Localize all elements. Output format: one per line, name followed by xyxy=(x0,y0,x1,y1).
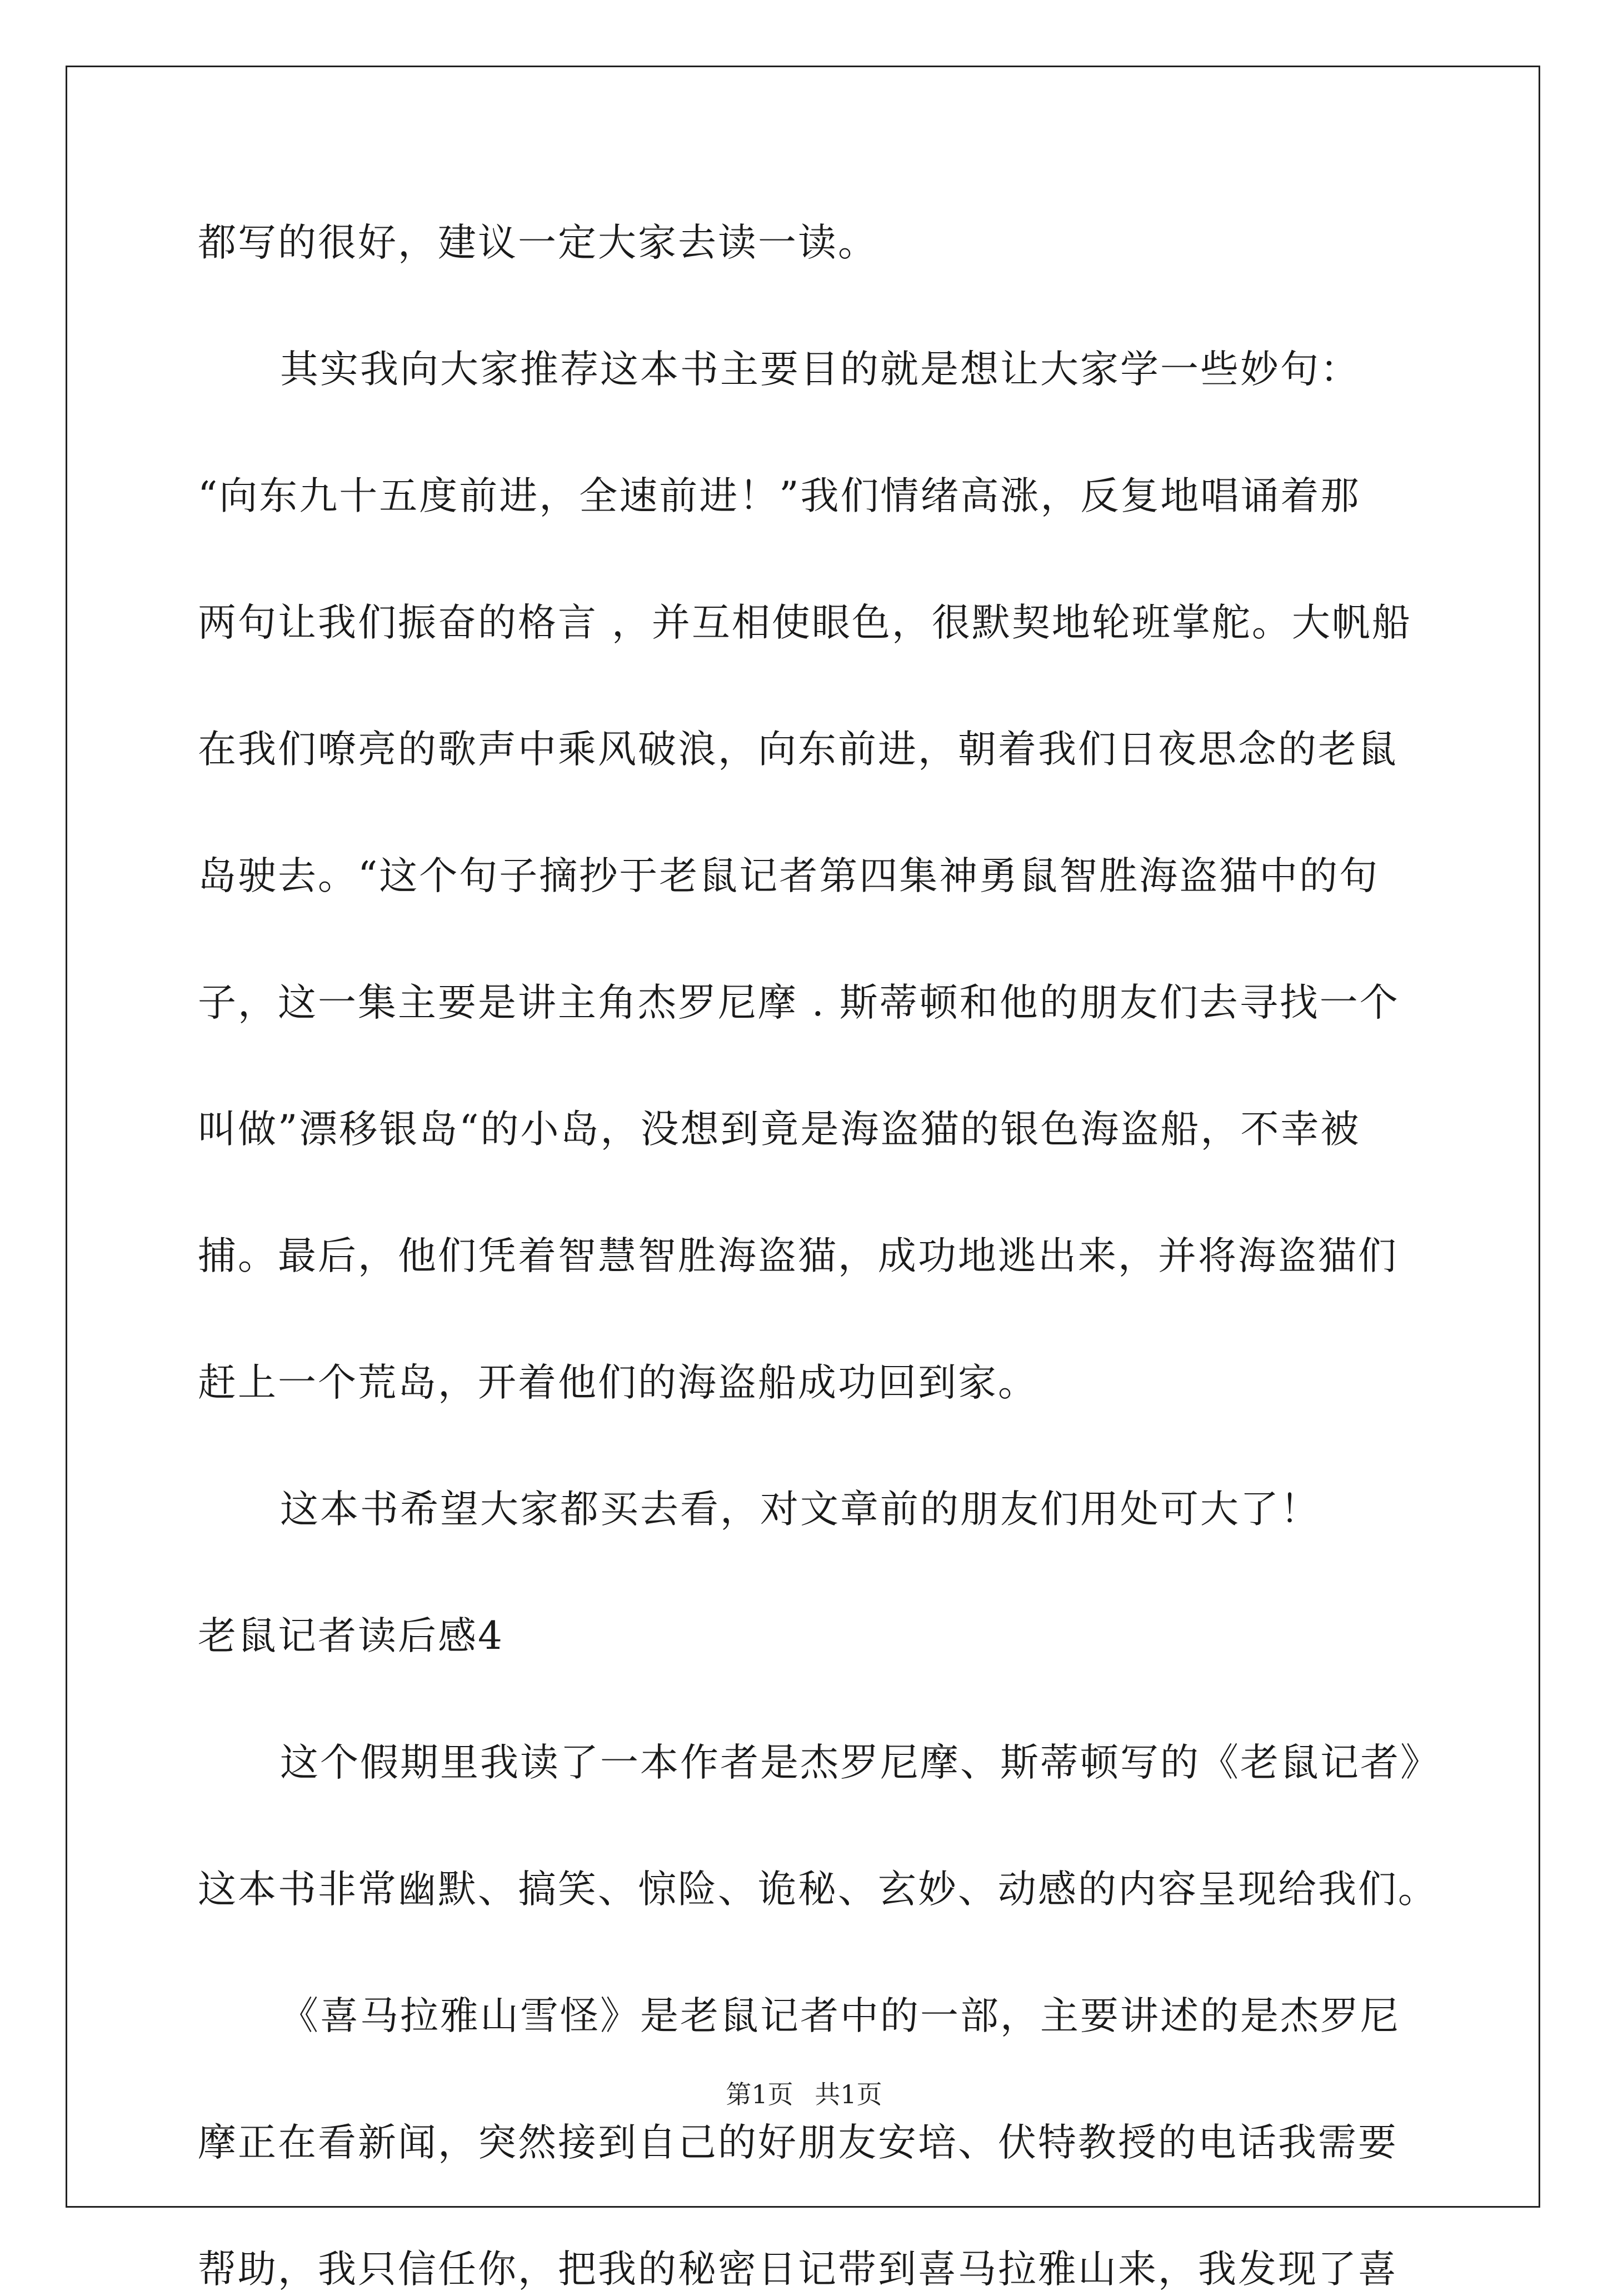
paragraph-gap xyxy=(198,269,1415,343)
paragraph-line: 岛驶去。“这个句子摘抄于老鼠记者第四集神勇鼠智胜海盗猫中的句 xyxy=(198,854,1380,898)
paragraph-line: 帮助，我只信任你，把我的秘密日记带到喜马拉雅山来，我发现了喜 xyxy=(198,2247,1398,2292)
paragraph-gap xyxy=(198,1029,1415,1103)
paragraph-line: 这本书希望大家都买去看，对文章前的朋友们用处可大了！ xyxy=(280,1487,1320,1532)
paragraph-gap xyxy=(198,649,1415,723)
paragraph-gap xyxy=(198,1789,1415,1863)
paragraph-line: 摩正在看新闻，突然接到自己的好朋友安培、伏特教授的电话我需要 xyxy=(198,2120,1398,2165)
paragraph-line: 这本书非常幽默、搞笑、惊险、诡秘、玄妙、动感的内容呈现给我们。 xyxy=(198,1867,1438,1912)
paragraph-gap xyxy=(198,523,1415,597)
page-footer xyxy=(0,2079,1608,2110)
paragraph-gap xyxy=(198,396,1415,470)
page-number: 第1页 xyxy=(726,2079,793,2109)
page-total: 共1页 xyxy=(815,2079,882,2109)
paragraph-gap xyxy=(198,1536,1415,1610)
paragraph-gap xyxy=(198,1156,1415,1230)
paragraph-line: 《喜马拉雅山雪怪》是老鼠记者中的一部，主要讲述的是杰罗尼 xyxy=(280,1994,1400,2038)
paragraph-line: 这个假期里我读了一本作者是杰罗尼摩、斯蒂顿写的《老鼠记者》 xyxy=(280,1740,1440,1785)
paragraph-gap xyxy=(198,2169,1415,2243)
document-body xyxy=(198,217,1440,2296)
paragraph-line: 两句让我们振奋的格言 ，并互相使眼色，很默契地轮班掌舵。大帆船 xyxy=(198,601,1412,645)
paragraph-line: 叫做”漂移银岛“的小岛，没想到竟是海盗猫的银色海盗船，不幸被 xyxy=(198,1107,1361,1152)
paragraph-gap xyxy=(198,776,1415,850)
section-heading: 老鼠记者读后感4 xyxy=(198,1614,504,1658)
paragraph-line: “向东九十五度前进，全速前进！”我们情绪高涨，反复地唱诵着那 xyxy=(198,474,1361,518)
paragraph-gap xyxy=(198,903,1415,977)
paragraph-line: 其实我向大家推荐这本书主要目的就是想让大家学一些妙句： xyxy=(280,347,1360,392)
paragraph-gap xyxy=(198,1663,1415,1737)
paragraph-line: 赶上一个荒岛，开着他们的海盗船成功回到家。 xyxy=(198,1360,1038,1405)
paragraph-gap xyxy=(198,1283,1415,1357)
paragraph-line: 子，这一集主要是讲主角杰罗尼摩 . 斯蒂顿和他的朋友们去寻找一个 xyxy=(198,981,1400,1025)
paragraph-gap xyxy=(198,1409,1415,1483)
paragraph-line: 在我们嘹亮的歌声中乘风破浪，向东前进，朝着我们日夜思念的老鼠 xyxy=(198,727,1398,772)
paragraph-gap xyxy=(198,1916,1415,1990)
paragraph-line: 都写的很好，建议一定大家去读一读。 xyxy=(198,221,878,265)
paragraph-line: 捕。最后，他们凭着智慧智胜海盗猫，成功地逃出来，并将海盗猫们 xyxy=(198,1234,1398,1278)
